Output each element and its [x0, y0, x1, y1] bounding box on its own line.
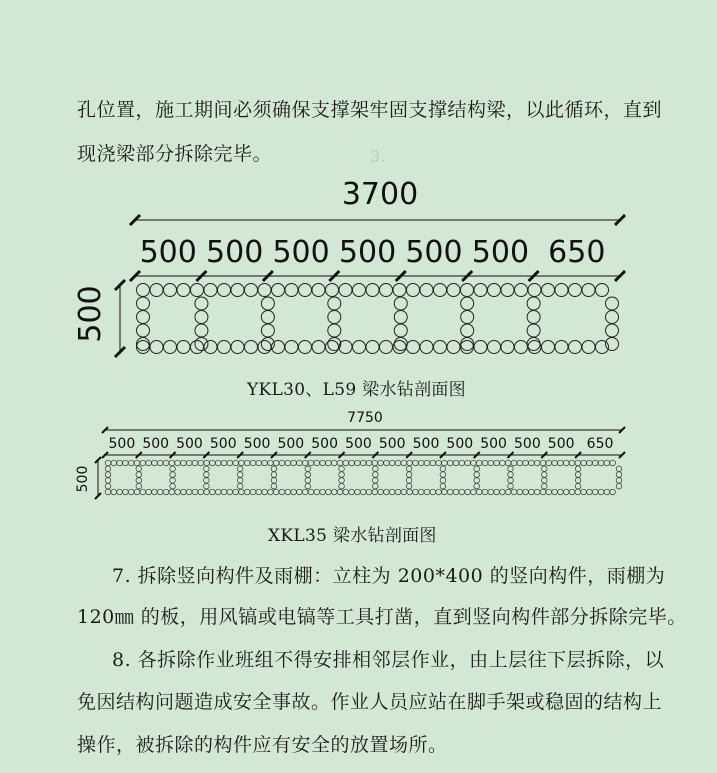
- drill-hole: [581, 460, 587, 466]
- drill-hole: [534, 489, 540, 495]
- drill-hole: [505, 460, 511, 466]
- drill-hole: [436, 489, 442, 495]
- drill-hole: [476, 489, 482, 495]
- drill-hole: [616, 478, 622, 484]
- drill-hole: [575, 460, 581, 466]
- drill-hole: [508, 483, 514, 489]
- drill-hole: [482, 489, 488, 495]
- drill-hole: [305, 483, 311, 489]
- drill-hole: [500, 489, 506, 495]
- drill-hole: [146, 489, 152, 495]
- drill-hole: [482, 460, 488, 466]
- drill-hole: [123, 460, 129, 466]
- drill-hole: [424, 460, 430, 466]
- drill-hole: [540, 489, 546, 495]
- drill-hole: [440, 478, 446, 484]
- drill-hole: [186, 460, 192, 466]
- drill-hole: [170, 483, 176, 489]
- drill-hole: [430, 460, 436, 466]
- drill-hole: [134, 460, 140, 466]
- drill-hole: [389, 489, 395, 495]
- drill-hole: [575, 489, 581, 495]
- drill-hole: [305, 478, 311, 484]
- drill-hole: [366, 460, 372, 466]
- drill-hole: [508, 466, 514, 472]
- segment-label: 500: [412, 436, 440, 452]
- figure-2-total-length: 7750: [347, 410, 383, 426]
- drill-hole: [339, 483, 345, 489]
- drill-hole: [471, 489, 477, 495]
- drill-hole: [268, 460, 274, 466]
- segment-label: 500: [277, 436, 305, 452]
- intro-line-1: 孔位置，施工期间必须确保支撑架牢固支撑结构梁，以此循环，直到: [77, 99, 663, 121]
- drill-hole: [239, 460, 245, 466]
- drill-hole: [598, 489, 604, 495]
- drill-hole: [169, 460, 175, 466]
- drill-hole: [111, 489, 117, 495]
- drill-hole: [256, 489, 262, 495]
- drill-hole: [320, 489, 326, 495]
- drill-hole: [105, 460, 111, 466]
- intro-line-2: 现浇梁部分拆除完毕。: [77, 143, 273, 165]
- drill-hole: [534, 460, 540, 466]
- segment-label: 500: [378, 436, 406, 452]
- drill-hole: [256, 460, 262, 466]
- drill-hole: [575, 478, 581, 484]
- drill-hole: [511, 489, 517, 495]
- drill-hole: [355, 489, 361, 495]
- drill-hole: [488, 460, 494, 466]
- drill-hole: [273, 460, 279, 466]
- drill-hole: [406, 472, 412, 478]
- segment-label: 500: [108, 436, 136, 452]
- drill-hole: [305, 466, 311, 472]
- figure-1-height: 500: [73, 285, 108, 343]
- drill-hole: [146, 460, 152, 466]
- drill-hole: [373, 478, 379, 484]
- drill-hole: [237, 483, 243, 489]
- drill-hole: [373, 472, 379, 478]
- item-7-line-1: 7. 拆除竖向构件及雨棚：立柱为 200*400 的竖向构件，雨棚为: [112, 565, 666, 587]
- item-8-line-3: 操作，被拆除的构件应有安全的放置场所。: [77, 734, 448, 756]
- segment-label: 500: [176, 436, 203, 452]
- drill-hole: [598, 460, 604, 466]
- drill-hole: [372, 460, 378, 466]
- drill-hole: [343, 489, 349, 495]
- segment-label: 500: [514, 436, 541, 452]
- item-8-line-2: 免因结构问题造成安全事故。作业人员应站在脚手架或稳固的结构上: [77, 691, 663, 713]
- item-8-line-1: 8. 各拆除作业班组不得安排相邻层作业，由上层往下层拆除，以: [112, 649, 665, 671]
- drill-hole: [273, 489, 279, 495]
- drill-hole: [558, 460, 564, 466]
- drill-hole: [430, 489, 436, 495]
- segment-label: 500: [405, 235, 463, 270]
- drill-hole: [546, 489, 552, 495]
- drill-hole: [604, 460, 610, 466]
- drill-hole: [541, 472, 547, 478]
- segment-label: 500: [209, 436, 237, 452]
- drill-hole: [271, 472, 277, 478]
- drill-hole: [233, 489, 239, 495]
- drill-hole: [384, 489, 390, 495]
- item-7-line-2: 120㎜ 的板，用风镐或电镐等工具打凿，直到竖向构件部分拆除完毕。: [77, 606, 687, 628]
- segment-label: 500: [480, 436, 507, 452]
- segment-label: 650: [586, 436, 614, 452]
- drill-hole: [424, 489, 430, 495]
- drill-hole: [378, 489, 384, 495]
- drill-hole: [378, 460, 384, 466]
- drill-hole: [401, 460, 407, 466]
- drill-hole: [616, 483, 622, 489]
- drill-hole: [128, 489, 134, 495]
- drill-hole: [285, 460, 291, 466]
- drill-hole: [349, 489, 355, 495]
- drill-hole: [308, 489, 314, 495]
- bleed-through-text: 3.: [370, 147, 386, 166]
- drill-hole: [170, 472, 176, 478]
- drill-hole: [563, 460, 569, 466]
- drill-hole: [192, 460, 198, 466]
- drill-hole: [523, 460, 529, 466]
- drill-hole: [474, 466, 480, 472]
- drill-hole: [117, 489, 123, 495]
- drill-hole: [453, 489, 459, 495]
- drill-hole: [569, 489, 575, 495]
- drill-hole: [186, 489, 192, 495]
- drill-hole: [494, 489, 500, 495]
- drill-hole: [285, 489, 291, 495]
- drill-hole: [105, 489, 111, 495]
- drill-hole: [244, 460, 250, 466]
- drill-hole: [250, 460, 256, 466]
- segment-label: 500: [547, 436, 575, 452]
- segment-label: 500: [345, 436, 372, 452]
- drill-hole: [552, 489, 558, 495]
- drill-hole: [271, 466, 277, 472]
- drill-hole: [395, 460, 401, 466]
- drill-hole: [540, 460, 546, 466]
- drill-hole: [271, 478, 277, 484]
- drill-hole: [221, 460, 227, 466]
- drill-hole: [308, 460, 314, 466]
- drill-hole: [440, 472, 446, 478]
- drill-hole: [418, 460, 424, 466]
- drill-hole: [517, 489, 523, 495]
- drill-hole: [440, 483, 446, 489]
- drill-hole: [204, 489, 210, 495]
- drill-hole: [163, 489, 169, 495]
- drill-hole: [360, 460, 366, 466]
- drill-hole: [395, 489, 401, 495]
- drill-hole: [136, 466, 142, 472]
- drill-hole: [326, 460, 332, 466]
- drill-hole: [305, 472, 311, 478]
- drill-hole: [204, 483, 210, 489]
- drill-hole: [360, 489, 366, 495]
- drill-hole: [239, 489, 245, 495]
- drill-hole: [616, 472, 622, 478]
- figure-2-segment-labels: [109, 436, 614, 452]
- drill-hole: [447, 460, 453, 466]
- drill-hole: [297, 489, 303, 495]
- drill-hole: [291, 489, 297, 495]
- figure-2-height: 500: [75, 465, 91, 493]
- drill-hole: [140, 460, 146, 466]
- drill-hole: [442, 460, 448, 466]
- figure-1-total-length: 3700: [341, 177, 419, 212]
- drill-hole: [442, 489, 448, 495]
- drill-hole: [541, 483, 547, 489]
- drill-hole: [169, 489, 175, 495]
- drill-hole: [262, 489, 268, 495]
- drill-hole: [541, 478, 547, 484]
- drill-hole: [413, 460, 419, 466]
- drill-hole: [604, 489, 610, 495]
- drill-hole: [105, 483, 111, 489]
- drill-hole: [413, 489, 419, 495]
- drill-hole: [268, 489, 274, 495]
- drill-hole: [210, 489, 216, 495]
- drill-hole: [163, 460, 169, 466]
- segment-label: 500: [311, 436, 339, 452]
- drill-hole: [541, 466, 547, 472]
- drill-hole: [517, 460, 523, 466]
- drill-hole: [152, 489, 158, 495]
- drill-hole: [204, 466, 210, 472]
- drill-hole: [592, 489, 598, 495]
- drill-hole: [221, 489, 227, 495]
- drill-hole: [314, 489, 320, 495]
- drill-hole: [134, 489, 140, 495]
- drill-hole: [349, 460, 355, 466]
- drill-hole: [474, 472, 480, 478]
- drill-hole: [331, 489, 337, 495]
- drill-hole: [465, 460, 471, 466]
- segment-label: 500: [446, 436, 474, 452]
- drill-hole: [279, 489, 285, 495]
- drill-hole: [384, 460, 390, 466]
- drill-hole: [215, 489, 221, 495]
- drill-hole: [563, 489, 569, 495]
- drill-hole: [227, 489, 233, 495]
- drill-hole: [302, 460, 308, 466]
- drill-hole: [337, 489, 343, 495]
- drill-hole: [575, 472, 581, 478]
- drill-hole: [558, 489, 564, 495]
- drill-hole: [592, 460, 598, 466]
- drill-hole: [447, 489, 453, 495]
- drill-hole: [128, 460, 134, 466]
- segment-label: 500: [142, 436, 170, 452]
- drill-hole: [339, 472, 345, 478]
- figure-2-drill-holes: [105, 460, 622, 495]
- drill-hole: [331, 460, 337, 466]
- drill-hole: [418, 489, 424, 495]
- drill-hole: [401, 489, 407, 495]
- drill-hole: [105, 472, 111, 478]
- drill-hole: [546, 460, 552, 466]
- drill-hole: [181, 489, 187, 495]
- drill-hole: [117, 460, 123, 466]
- drill-hole: [237, 472, 243, 478]
- drill-hole: [136, 472, 142, 478]
- drill-hole: [175, 489, 181, 495]
- drill-hole: [105, 466, 111, 472]
- drill-hole: [237, 478, 243, 484]
- drill-hole: [198, 489, 204, 495]
- drill-hole: [407, 489, 413, 495]
- drill-hole: [465, 489, 471, 495]
- drill-hole: [136, 478, 142, 484]
- drill-hole: [326, 489, 332, 495]
- segment-label: 500: [139, 235, 197, 270]
- segment-label: 650: [548, 235, 606, 270]
- drill-hole: [459, 489, 465, 495]
- drill-hole: [587, 489, 593, 495]
- drill-hole: [389, 460, 395, 466]
- drill-hole: [552, 460, 558, 466]
- drill-hole: [587, 460, 593, 466]
- drill-hole: [616, 466, 622, 472]
- segment-label: 500: [206, 235, 264, 270]
- drill-hole: [372, 489, 378, 495]
- drill-hole: [262, 460, 268, 466]
- drill-hole: [244, 489, 250, 495]
- drill-hole: [610, 489, 616, 495]
- figure-1-caption: YKL30、L59 梁水钻剖面图: [247, 380, 466, 400]
- drill-hole: [474, 483, 480, 489]
- drill-hole: [523, 489, 529, 495]
- drill-hole: [440, 466, 446, 472]
- drill-hole: [198, 460, 204, 466]
- drill-hole: [337, 460, 343, 466]
- drill-hole: [407, 460, 413, 466]
- segment-label: 500: [272, 235, 330, 270]
- drill-hole: [511, 460, 517, 466]
- drill-hole: [157, 489, 163, 495]
- drill-hole: [170, 478, 176, 484]
- drill-hole: [500, 460, 506, 466]
- drill-hole: [529, 460, 535, 466]
- drill-hole: [476, 460, 482, 466]
- drill-hole: [192, 489, 198, 495]
- segment-label: 500: [338, 235, 397, 270]
- drill-hole: [373, 466, 379, 472]
- drill-hole: [453, 460, 459, 466]
- drill-hole: [508, 472, 514, 478]
- drill-hole: [215, 460, 221, 466]
- drill-hole: [610, 460, 616, 466]
- drill-hole: [136, 483, 142, 489]
- drill-hole: [111, 460, 117, 466]
- drill-hole: [181, 460, 187, 466]
- segment-label: 500: [471, 235, 530, 270]
- drill-hole: [250, 489, 256, 495]
- drill-hole: [170, 466, 176, 472]
- drill-hole: [210, 460, 216, 466]
- segment-label: 500: [243, 436, 271, 452]
- drill-hole: [140, 489, 146, 495]
- drill-hole: [297, 460, 303, 466]
- drill-hole: [406, 483, 412, 489]
- drill-hole: [355, 460, 361, 466]
- drill-hole: [474, 478, 480, 484]
- drill-hole: [505, 489, 511, 495]
- drill-hole: [152, 460, 158, 466]
- drill-hole: [575, 483, 581, 489]
- drill-hole: [508, 478, 514, 484]
- drill-hole: [227, 460, 233, 466]
- drill-hole: [302, 489, 308, 495]
- drill-hole: [436, 460, 442, 466]
- drill-hole: [204, 460, 210, 466]
- drill-hole: [366, 489, 372, 495]
- drill-hole: [157, 460, 163, 466]
- drill-hole: [488, 489, 494, 495]
- drill-hole: [459, 460, 465, 466]
- figure-2-caption: XKL35 梁水钻剖面图: [268, 526, 437, 546]
- drill-hole: [569, 460, 575, 466]
- drill-hole: [471, 460, 477, 466]
- drill-hole: [123, 489, 129, 495]
- drill-hole: [204, 472, 210, 478]
- drill-hole: [406, 478, 412, 484]
- drill-hole: [494, 460, 500, 466]
- drill-hole: [581, 489, 587, 495]
- drill-hole: [233, 460, 239, 466]
- drill-hole: [237, 466, 243, 472]
- drill-hole: [339, 478, 345, 484]
- drill-hole: [204, 478, 210, 484]
- drill-hole: [271, 483, 277, 489]
- drill-hole: [529, 489, 535, 495]
- drill-hole: [175, 460, 181, 466]
- drill-hole: [105, 478, 111, 484]
- drill-hole: [279, 460, 285, 466]
- drill-hole: [575, 466, 581, 472]
- drill-hole: [343, 460, 349, 466]
- drill-hole: [339, 466, 345, 472]
- drill-hole: [291, 460, 297, 466]
- drill-hole: [406, 466, 412, 472]
- drill-hole: [373, 483, 379, 489]
- drill-hole: [320, 460, 326, 466]
- drill-hole: [314, 460, 320, 466]
